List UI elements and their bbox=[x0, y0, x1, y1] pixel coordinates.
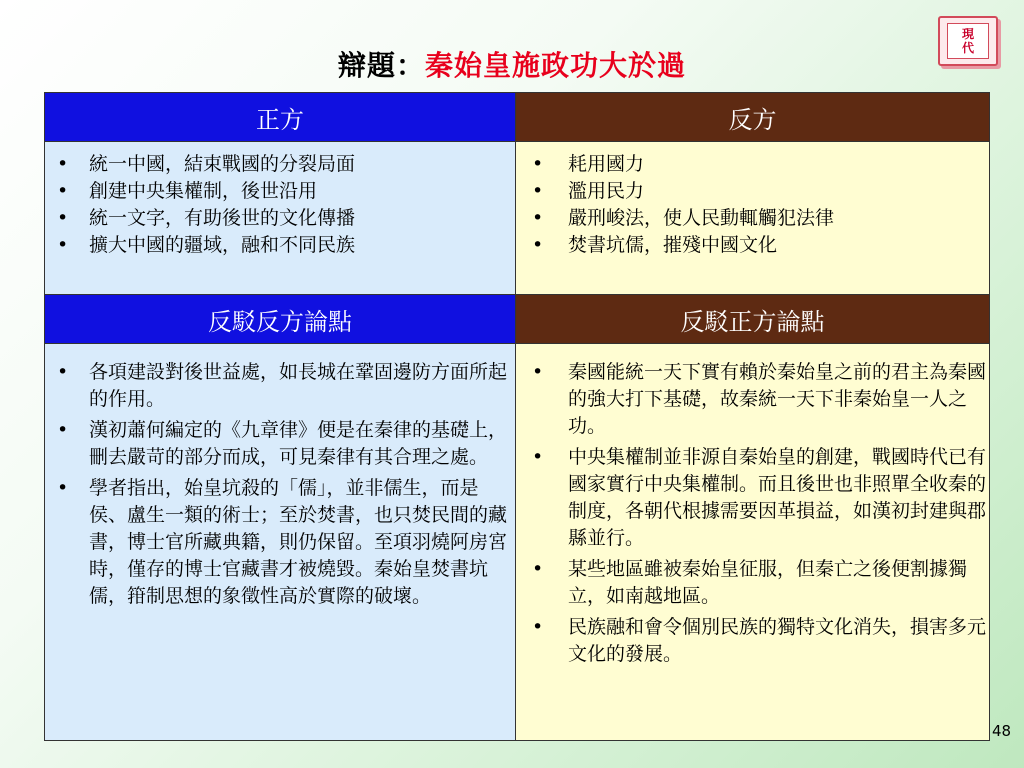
slide-title bbox=[0, 44, 1024, 84]
rebut-con-header: 反駁反方論點 bbox=[45, 295, 516, 344]
modern-book-icon bbox=[938, 16, 998, 66]
rebut-pro-point: • 民族融和會令個別民族的獨特文化消失，損害多元文化的發展。 bbox=[516, 614, 989, 668]
pro-point: • 統一中國，結束戰國的分裂局面 bbox=[45, 151, 515, 178]
rebut-pro-point: • 秦國能統一天下實有賴於秦始皇之前的君主為秦國的強大打下基礎，故秦統一天下非秦始皇一人之功。 bbox=[516, 359, 989, 440]
rebut-pro-list bbox=[516, 344, 989, 668]
rebut-con-list bbox=[45, 344, 515, 610]
pro-point: • 擴大中國的疆域，融和不同民族 bbox=[45, 232, 515, 259]
badge-label bbox=[947, 23, 989, 59]
pro-point: • 創建中央集權制，後世沿用 bbox=[45, 178, 515, 205]
pro-point: • 統一文字，有助後世的文化傳播 bbox=[45, 205, 515, 232]
rebut-con-point: • 學者指出，始皇坑殺的「儒」，並非儒生，而是侯、盧生一類的術士；至於焚書，也只焚民間的藏書，博士官所藏典籍，則仍保留。至項羽燒阿房宮時，僅存的博士官藏書才被燒毀。秦始皇焚書坑儒，箝制思想的象徵性高於實際的破壞。 bbox=[45, 475, 515, 610]
con-points-cell bbox=[516, 142, 990, 295]
con-point: • 濫用民力 bbox=[516, 178, 989, 205]
page-number: 48 bbox=[992, 722, 1012, 740]
rebut-pro-cell bbox=[516, 344, 990, 741]
pro-points-list bbox=[45, 142, 515, 259]
rebut-pro-header: 反駁正方論點 bbox=[516, 295, 990, 344]
rebut-pro-point: • 某些地區雖被秦始皇征服，但秦亡之後便割據獨立，如南越地區。 bbox=[516, 556, 989, 610]
con-point: • 嚴刑峻法，使人民動輒觸犯法律 bbox=[516, 205, 989, 232]
rebut-con-point: • 漢初蕭何編定的《九章律》便是在秦律的基礎上，刪去嚴苛的部分而成，可見秦律有其合理之處。 bbox=[45, 417, 515, 471]
rebut-con-cell bbox=[45, 344, 516, 741]
debate-topic: 秦始皇施政功大於過 bbox=[425, 49, 687, 82]
pro-points-cell bbox=[45, 142, 516, 295]
con-point: • 焚書坑儒，摧殘中國文化 bbox=[516, 232, 989, 259]
con-points-list bbox=[516, 142, 989, 259]
con-header: 反方 bbox=[516, 93, 990, 142]
rebut-con-point: • 各項建設對後世益處，如長城在鞏固邊防方面所起的作用。 bbox=[45, 359, 515, 413]
rebut-pro-point: • 中央集權制並非源自秦始皇的創建，戰國時代已有國家實行中央集權制。而且後世也非照單全收秦的制度，各朝代根據需要因革損益，如漢初封建與郡縣並行。 bbox=[516, 444, 989, 552]
title-prefix: 辯題： bbox=[337, 49, 425, 82]
badge-line-2: 代 bbox=[961, 41, 974, 55]
con-point: • 耗用國力 bbox=[516, 151, 989, 178]
debate-table bbox=[44, 92, 990, 741]
pro-header: 正方 bbox=[45, 93, 516, 142]
badge-line-1: 現 bbox=[961, 27, 974, 41]
